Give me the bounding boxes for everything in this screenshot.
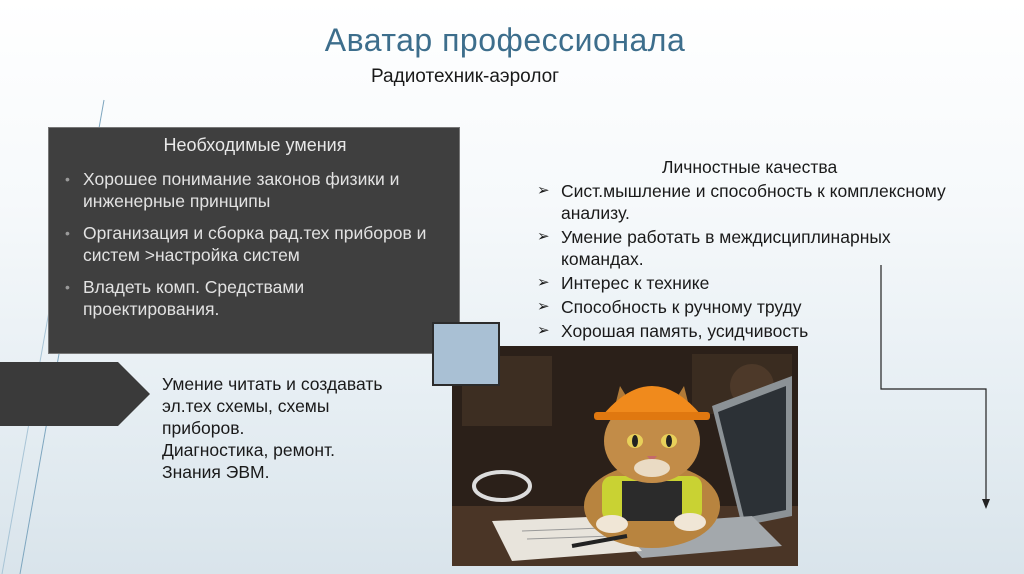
quality-text: Сист.мышление и способность к комплексному анализу. — [561, 181, 946, 223]
skill-text: Организация и сборка рад.тех приборов и систем >настройка систем — [83, 223, 427, 265]
extra-skill-line: Диагностика, ремонт. — [162, 440, 336, 460]
cat-engineer-photo — [452, 346, 798, 566]
list-item — [65, 168, 445, 212]
connector-arrow — [876, 265, 996, 515]
quality-text: Интерес к технике — [561, 273, 710, 293]
photo-illustration — [452, 346, 798, 566]
arrow-bullet-icon: ➢ — [537, 322, 550, 339]
extra-skill-line: приборов. — [162, 418, 245, 438]
arrow-bullet-icon: ➢ — [537, 228, 550, 245]
skills-list — [65, 168, 445, 330]
arrow-bullet-icon: ➢ — [537, 298, 550, 315]
quality-text: Умение работать в междисциплинарных командах. — [561, 227, 891, 269]
arrow-bullet-icon: ➢ — [537, 274, 550, 291]
list-item — [65, 276, 445, 320]
quality-text: Хорошая память, усидчивость — [561, 321, 809, 341]
skills-heading: Необходимые умения — [163, 135, 347, 155]
bullet-icon: • — [65, 171, 70, 187]
extra-skills — [162, 373, 422, 483]
arrow-band — [0, 362, 150, 426]
bullet-icon: • — [65, 279, 70, 295]
arrow-bullet-icon: ➢ — [537, 182, 550, 199]
list-item — [65, 222, 445, 266]
skills-box — [48, 127, 460, 354]
qualities-heading: Личностные качества — [662, 157, 838, 177]
slide-subtitle: Радиотехник-аэролог — [371, 66, 560, 87]
list-item — [537, 226, 977, 270]
bullet-icon: • — [65, 225, 70, 241]
extra-skill-line: эл.тех схемы, схемы — [162, 396, 330, 416]
extra-skill-line: Знания ЭВМ. — [162, 462, 270, 482]
slide-title: Аватар профессионала — [324, 22, 686, 58]
quality-text: Способность к ручному труду — [561, 297, 802, 317]
skill-text: Владеть комп. Средствами проектирования. — [83, 277, 305, 319]
skill-text: Хорошее понимание законов физики и инженерные принципы — [83, 169, 400, 211]
list-item — [537, 180, 977, 224]
extra-skill-line: Умение читать и создавать — [162, 374, 383, 394]
blue-square — [432, 322, 500, 386]
